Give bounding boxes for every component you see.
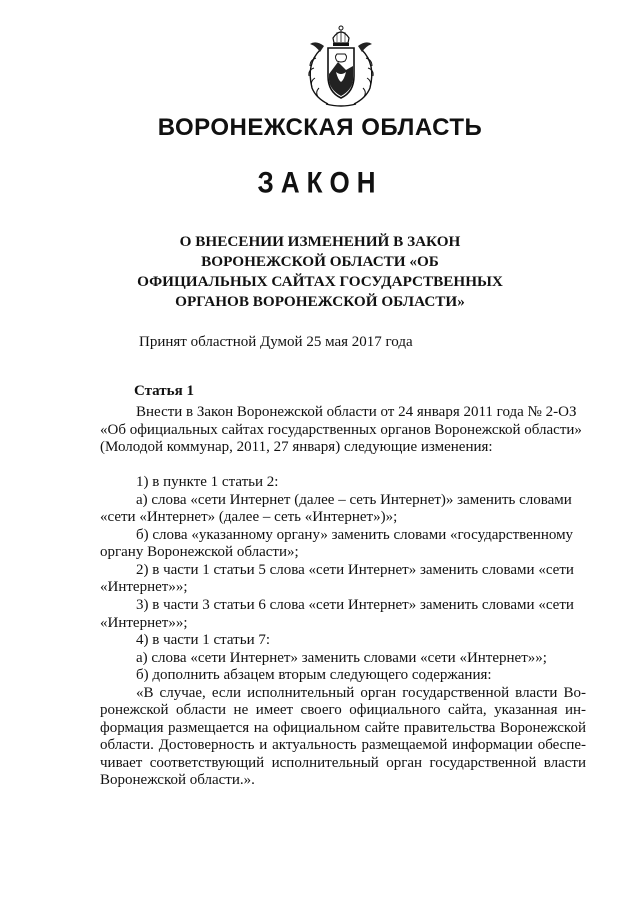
body-line: «Интернет»»; — [100, 579, 188, 596]
body-line: «сети «Интернет» (далее – сеть «Интернет»)»; — [100, 509, 398, 526]
article-heading: Статья 1 — [134, 383, 194, 399]
body-line: «Об официальных сайтах государственных органов Воронежской области» — [100, 421, 582, 438]
body-line: 4) в части 1 статьи 7: — [136, 632, 271, 649]
body-line: «Интернет»»; — [100, 614, 188, 631]
body-line: Внести в Закон Воронежской области от 24 января 2011 года № 2-ОЗ — [136, 404, 577, 420]
law-title-line: ОФИЦИАЛЬНЫХ САЙТАХ ГОСУДАРСТВЕННЫХ — [137, 273, 503, 290]
body-line: а) слова «сети Интернет» заменить словами «сети «Интернет»»; — [136, 649, 547, 666]
body-line: 3) в части 3 статьи 6 слова «сети Интернет» заменить словами «сети — [136, 596, 574, 613]
document-type: ЗАКОН — [257, 164, 383, 200]
law-title-line: О ВНЕСЕНИИ ИЗМЕНЕНИЙ В ЗАКОН — [179, 233, 461, 250]
law-title-line: ВОРОНЕЖСКОЙ ОБЛАСТИ «ОБ — [201, 253, 439, 270]
body-line: (Молодой коммунар, 2011, 27 января) следующие изменения: — [100, 439, 493, 456]
article-body — [100, 404, 586, 790]
body-line: органу Воронежской области»; — [100, 544, 299, 561]
adoption-note: Принят областной Думой 25 мая 2017 года — [139, 334, 413, 350]
body-line: б) слова «указанному органу» заменить словами «государственному — [136, 526, 574, 543]
coat-of-arms-emblem — [302, 24, 380, 108]
region-name: ВОРОНЕЖСКАЯ ОБЛАСТЬ — [157, 114, 483, 141]
body-line: б) дополнить абзацем вторым следующего содержания: — [136, 667, 492, 684]
body-line: 1) в пункте 1 статьи 2: — [136, 474, 279, 491]
law-title-line: ОРГАНОВ ВОРОНЕЖСКОЙ ОБЛАСТИ» — [175, 293, 465, 310]
body-line: а) слова «сети Интернет (далее – сеть Интернет)» заменить словами — [136, 491, 572, 508]
body-line: 2) в части 1 статьи 5 слова «сети Интернет» заменить словами «сети — [136, 561, 574, 578]
body-line: формация размещается на официальном сайте правительства Воронежской — [100, 719, 586, 736]
body-line: ронежской области не имеет своего официального сайта, указанная ин- — [100, 702, 586, 719]
body-line: «В случае, если исполнительный орган государственной власти Во- — [136, 684, 586, 701]
body-line: чивает соответствующий исполнительный орган государственной власти — [100, 754, 586, 771]
law-title — [130, 232, 510, 312]
body-line: Воронежской области.». — [100, 772, 255, 789]
body-line: области. Достоверность и актуальность размещаемой информации обеспе- — [100, 737, 586, 754]
